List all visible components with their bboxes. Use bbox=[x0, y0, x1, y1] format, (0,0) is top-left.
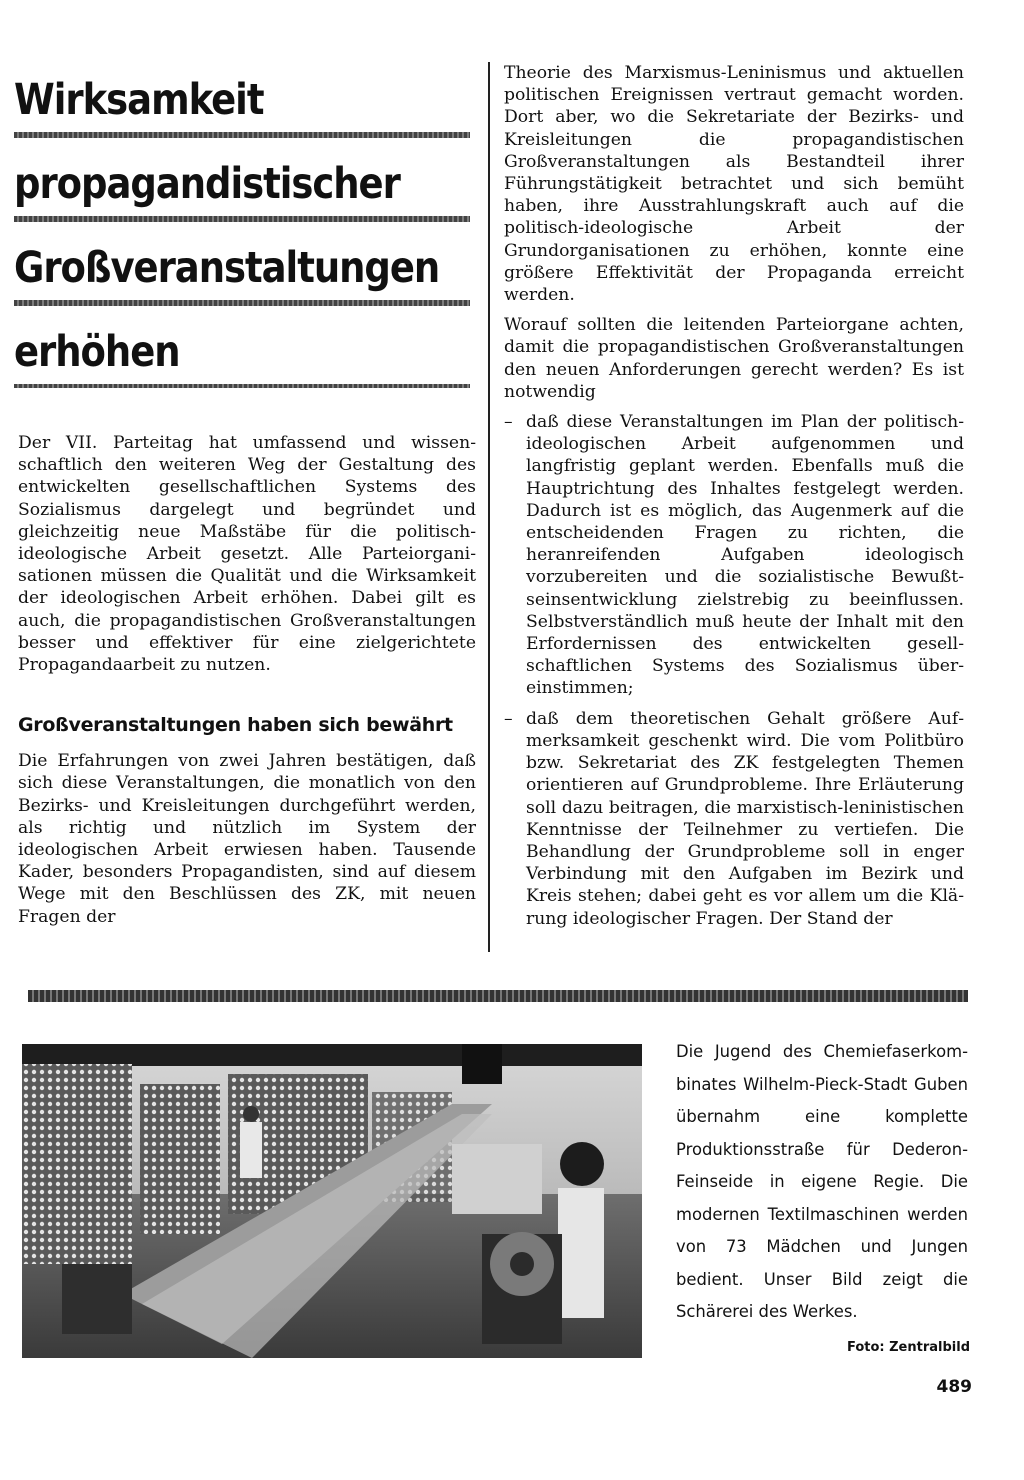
headline-rule-2 bbox=[14, 216, 470, 222]
headline-rule-4 bbox=[14, 384, 470, 388]
section-paragraph: Die Erfahrungen von zwei Jahren bestätigen, daß sich diese Veranstaltungen, die monatlich von den Bezirks- und Kreisleitungen durchgeführt werden, als richtig und nützlich im System der ideologischen Arbeit erwiesen haben. Tausende Kader, besonders Propagandisten, sind auf diesem Wege mit den Beschlüssen des ZK, mit neuen Fragen der bbox=[18, 751, 476, 927]
list-item-text-2: daß dem theoretischen Gehalt größere Aufmerksamkeit geschenkt wird. Die vom Politbüro bzw. Sekretariat des ZK festgelegten Themen orientieren auf Grundprobleme. Ihre Erläuterung soll dazu beitragen, die marxistisch-leninistischen Kenntnisse der Teilnehmer zu vertiefen. Die Behandlung der Grundprobleme soll in enger Verbindung mit den Aufgaben im Bezirk und Kreis stehen; dabei geht es vor allem um die Klärung ideologischer Fragen. Der Stand der bbox=[526, 708, 964, 929]
right-paragraph-1: Theorie des Marxismus-Leninismus und aktuellen politischen Ereignissen vertraut gemacht worden. Dort aber, wo die Sekretariate der Bezirks- und Kreisleitungen die propagandistischen Großveranstaltungen als Bestandteil ihrer Führungstätigkeit betrachtet und sich bemüht haben, ihre Ausstrahlungskraft auch auf die politisch-ideologische Arbeit der Grundorganisationen zu erhöhen, konnte eine größere Effektivität der Propaganda erreicht werden. bbox=[504, 63, 964, 306]
left-column bbox=[18, 432, 476, 936]
factory-photo bbox=[22, 1044, 642, 1358]
photo-caption: Die Jugend des Chemiefaserkombinates Wilhelm-Pieck-Stadt Guben übernahm eine komplette Produktionsstraße für Dederon-Feinseide in eigene Regie. Die modernen Textilmaschinen werden von 73 Mädchen und Jungen bedient. Unser Bild zeigt die Schärerei des Werkes. bbox=[676, 1042, 968, 1321]
factory-photo-image bbox=[22, 1044, 642, 1358]
headline-rule-1 bbox=[14, 132, 470, 138]
article-headline bbox=[14, 62, 470, 396]
section-subheading: Großveranstaltungen haben sich bewährt bbox=[18, 714, 453, 737]
headline-line-1: Wirksamkeit bbox=[14, 75, 264, 125]
right-column bbox=[504, 62, 964, 938]
headline-line-4: erhöhen bbox=[14, 327, 180, 377]
section-divider-rule bbox=[28, 990, 968, 1002]
intro-paragraph: Der VII. Parteitag hat umfassend und wissenschaftlich den weiteren Weg der Gestaltung des entwickelten gesellschaftlichen Systems des Sozialismus dargelegt und begründet und gleichzeitig neue Maßstäbe für die politisch-ideologische Arbeit gesetzt. Alle Parteiorganisationen müssen die Qualität und die Wirksamkeit der ideologischen Arbeit erhöhen. Dabei gilt es auch, die propagandistischen Großveranstaltungen besser und effektiver für eine zielgerichtete Propagandaarbeit zu nutzen. bbox=[18, 433, 476, 676]
right-paragraph-2: Worauf sollten die leitenden Parteiorgane achten, damit die propagandistischen Großveranstaltungen den neuen Anforderungen gerecht werden? Es ist notwendig bbox=[504, 315, 964, 402]
column-divider bbox=[488, 62, 490, 952]
dash-marker: – bbox=[504, 412, 513, 433]
list-item bbox=[504, 411, 964, 700]
headline-line-2: propagandistischer bbox=[14, 159, 400, 209]
list-item bbox=[504, 708, 964, 930]
page-number: 489 bbox=[936, 1377, 972, 1397]
headline-rule-3 bbox=[14, 300, 470, 306]
headline-line-3: Großveranstaltungen bbox=[14, 243, 440, 293]
dash-marker: – bbox=[504, 708, 513, 729]
photo-credit: Foto: Zentralbild bbox=[846, 1340, 970, 1355]
list-item-text-1: daß diese Veranstaltungen im Plan der politisch-ideologischen Arbeit aufgenommen und langfristig geplant werden. Ebenfalls muß die Hauptrichtung des Inhaltes festgelegt werden. Dadurch ist es möglich, das Augenmerk auf die entscheidenden Fragen zu richten, die heranreifenden Aufgaben ideologisch vorzubereiten und die sozialistische Bewußtseinsentwicklung zielstrebig zu beeinflussen. Selbstverständlich muß heute der Inhalt mit den Erfordernissen des entwickelten gesellschaftlichen Systems des Sozialismus übereinstimmen; bbox=[526, 412, 964, 699]
